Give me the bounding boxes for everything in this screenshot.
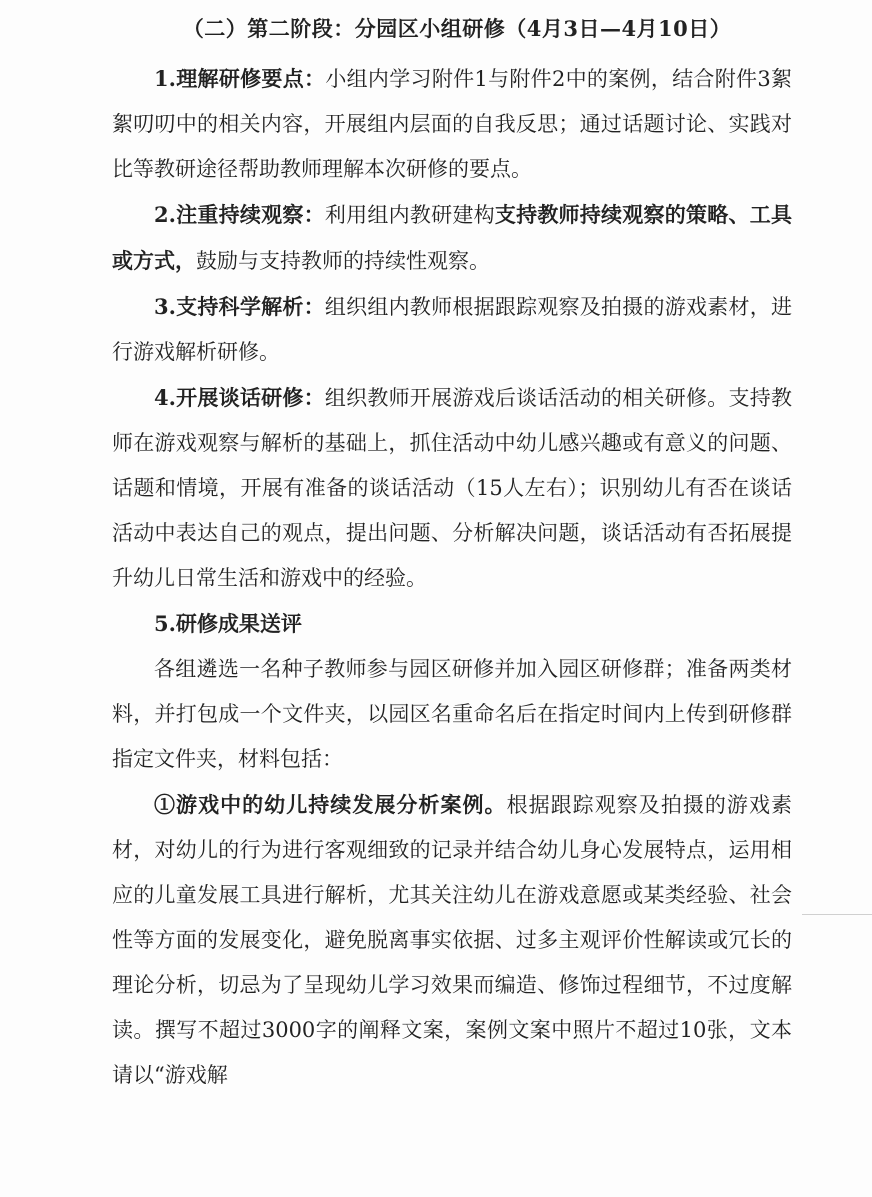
paragraph-submission-requirements: 各组遴选一名种子教师参与园区研修并加入园区研修群；准备两类材料，并打包成一个文件夹，以园区名重命名后在指定时间内上传到研修群指定文件夹，材料包括： [112, 657, 792, 771]
item-text: 小组内学习附件1与附件2中的案例，结合附件3絮絮叨叨中的相关内容，开展组内层面的自我反思；通过话题讨论、实践对比等教研途径帮助教师理解本次研修的要点。 [112, 67, 792, 181]
item-bold-text: 支持教师持续观察的策略、工具或方式， [112, 202, 792, 273]
item-results-submission [112, 601, 792, 647]
material-label: ①游戏中的幼儿持续发展分析案例。 [154, 792, 507, 817]
item-text: 鼓励与支持教师的持续性观察。 [196, 249, 490, 273]
scan-edge-line [802, 914, 872, 915]
material-case-analysis [112, 782, 792, 1098]
item-label: 1.理解研修要点： [154, 66, 326, 91]
item-talk-training [112, 375, 792, 601]
item-scientific-analysis [112, 284, 792, 375]
item-understand-key-points [112, 56, 792, 192]
item-continuous-observation [112, 192, 792, 284]
item-label: 5.研修成果送评 [154, 611, 302, 636]
item-text: 组织组内教师根据跟踪观察及拍摄的游戏素材，进行游戏解析研修。 [112, 295, 792, 364]
item-label: 3.支持科学解析： [154, 294, 325, 319]
item-label: 4.开展谈话研修： [154, 385, 325, 410]
section-heading: （二）第二阶段：分园区小组研修（4月3日—4月10日） [182, 16, 732, 41]
item-text: 组织教师开展游戏后谈话活动的相关研修。支持教师在游戏观察与解析的基础上，抓住活动中幼儿感兴趣或有意义的问题、话题和情境，开展有准备的谈话活动（15人左右）；识别幼儿有否在谈话活动中表达自己的观点，提出问题、分析解决问题，谈话活动有否拓展提升幼儿日常生活和游戏中的经验。 [112, 386, 792, 590]
document-body [112, 14, 792, 1098]
item-label: 2.注重持续观察： [154, 202, 325, 227]
item-text: 利用组内教研建构 [324, 203, 495, 227]
material-text: 根据跟踪观察及拍摄的游戏素材，对幼儿的行为进行客观细致的记录并结合幼儿身心发展特点，运用相应的儿童发展工具进行解析，尤其关注幼儿在游戏意愿或某类经验、社会性等方面的发展变化，避免脱离事实依据、过多主观评价性解读或冗长的理论分析，切忌为了呈现幼儿学习效果而编造、修饰过程细节，不过度解读。撰写不超过3000字的阐释文案，案例文案中照片不超过10张，文本请以“游戏解 [112, 793, 793, 1087]
